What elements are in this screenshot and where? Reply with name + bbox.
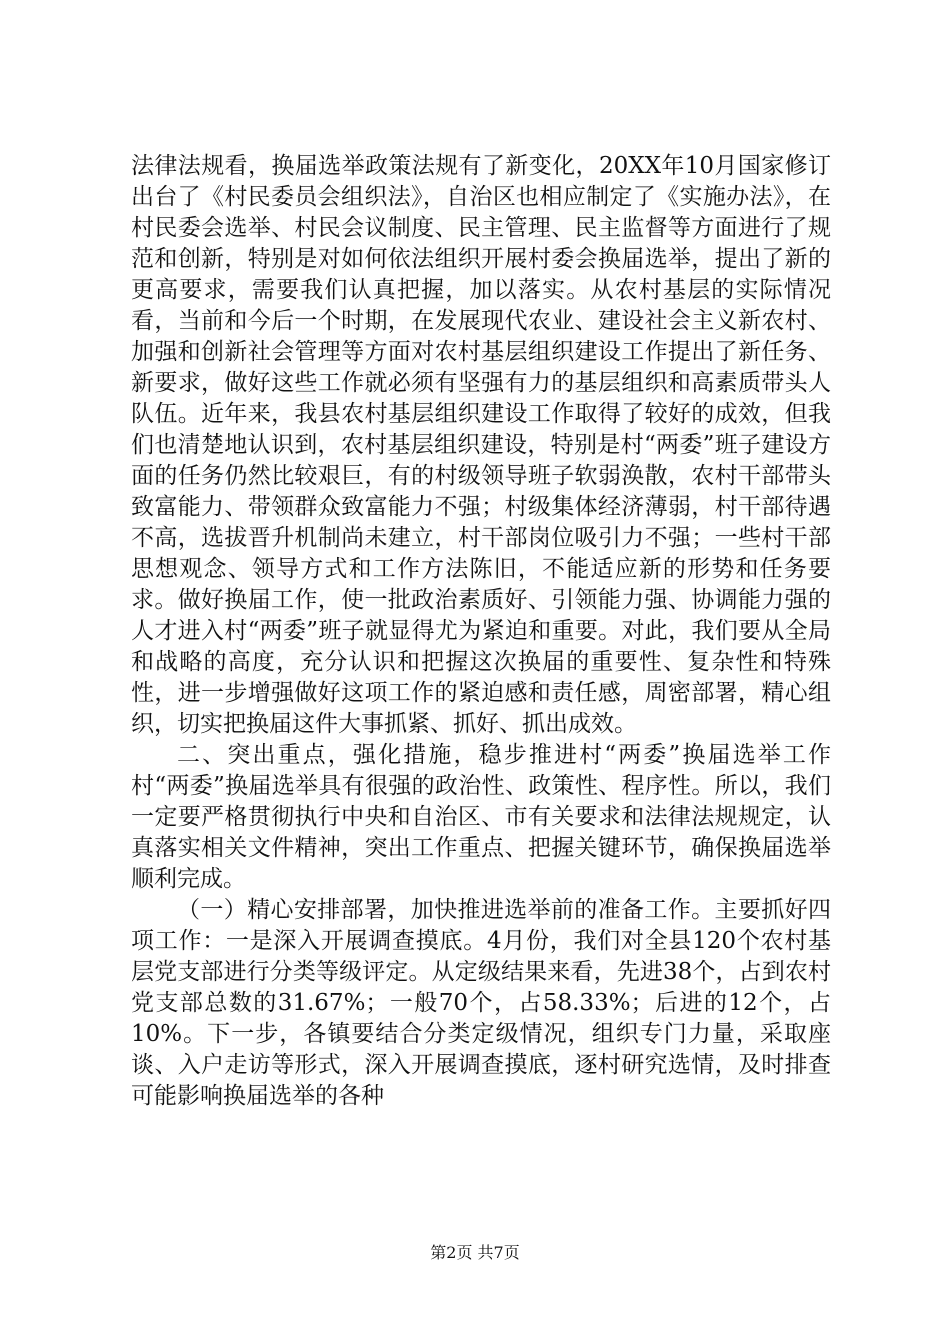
body-paragraph-2: 二、突出重点，强化措施，稳步推进村“两委”换届选举工作村“两委”换届选举具有很强的政治性、政策性、程序性。所以，我们一定要严格贯彻执行中央和自治区、市有关要求和法律法规规定，认真落实相关文件精神，突出工作重点、把握关键环节，确保换届选举顺利完成。	[131, 742, 831, 892]
body-paragraph-3: （一）精心安排部署，加快推进选举前的准备工作。主要抓好四项工作：一是深入开展调查摸底。4月份，我们对全县120个农村基层党支部进行分类等级评定。从定级结果来看，先进38个，占到农村党支部总数的31.67%；一般70个，占58.33%；后进的12个，占10%。下一步，各镇要结合分类定级情况，组织专门力量，采取座谈、入户走访等形式，深入开展调查摸底，逐村研究选情，及时排查可能影响换届选举的各种	[131, 897, 831, 1109]
body-paragraph-1: 法律法规看，换届选举政策法规有了新变化，20XX年10月国家修订出台了《村民委员会组织法》，自治区也相应制定了《实施办法》，在村民委会选举、村民会议制度、民主管理、民主监督等方面进行了规范和创新，特别是对如何依法组织开展村委会换届选举，提出了新的更高要求，需要我们认真把握，加以落实。从农村基层的实际情况看，当前和今后一个时期，在发展现代农业、建设社会主义新农村、加强和创新社会管理等方面对农村基层组织建设工作提出了新任务、新要求，做好这些工作就必须有坚强有力的基层组织和高素质带头人队伍。近年来，我县农村基层组织建设工作取得了较好的成效，但我们也清楚地认识到，农村基层组织建设，特别是村“两委”班子建设方面的任务仍然比较艰巨，有的村级领导班子软弱涣散，农村干部带头致富能力、带领群众致富能力不强；村级集体经济薄弱，村干部待遇不高，选拔晋升机制尚未建立，村干部岗位吸引力不强；一些村干部思想观念、领导方式和工作方法陈旧，不能适应新的形势和任务要求。做好换届工作，使一批政治素质好、引领能力强、协调能力强的人才进入村“两委”班子就显得尤为紧迫和重要。对此，我们要从全局和战略的高度，充分认识和把握这次换届的重要性、复杂性和特殊性，进一步增强做好这项工作的紧迫感和责任感，周密部署，精心组织，切实把换届这件大事抓紧、抓好、抓出成效。	[131, 153, 831, 737]
page-number-label: 第2页 共7页	[430, 1243, 520, 1262]
document-body	[131, 151, 831, 1112]
page-footer	[0, 1243, 950, 1263]
